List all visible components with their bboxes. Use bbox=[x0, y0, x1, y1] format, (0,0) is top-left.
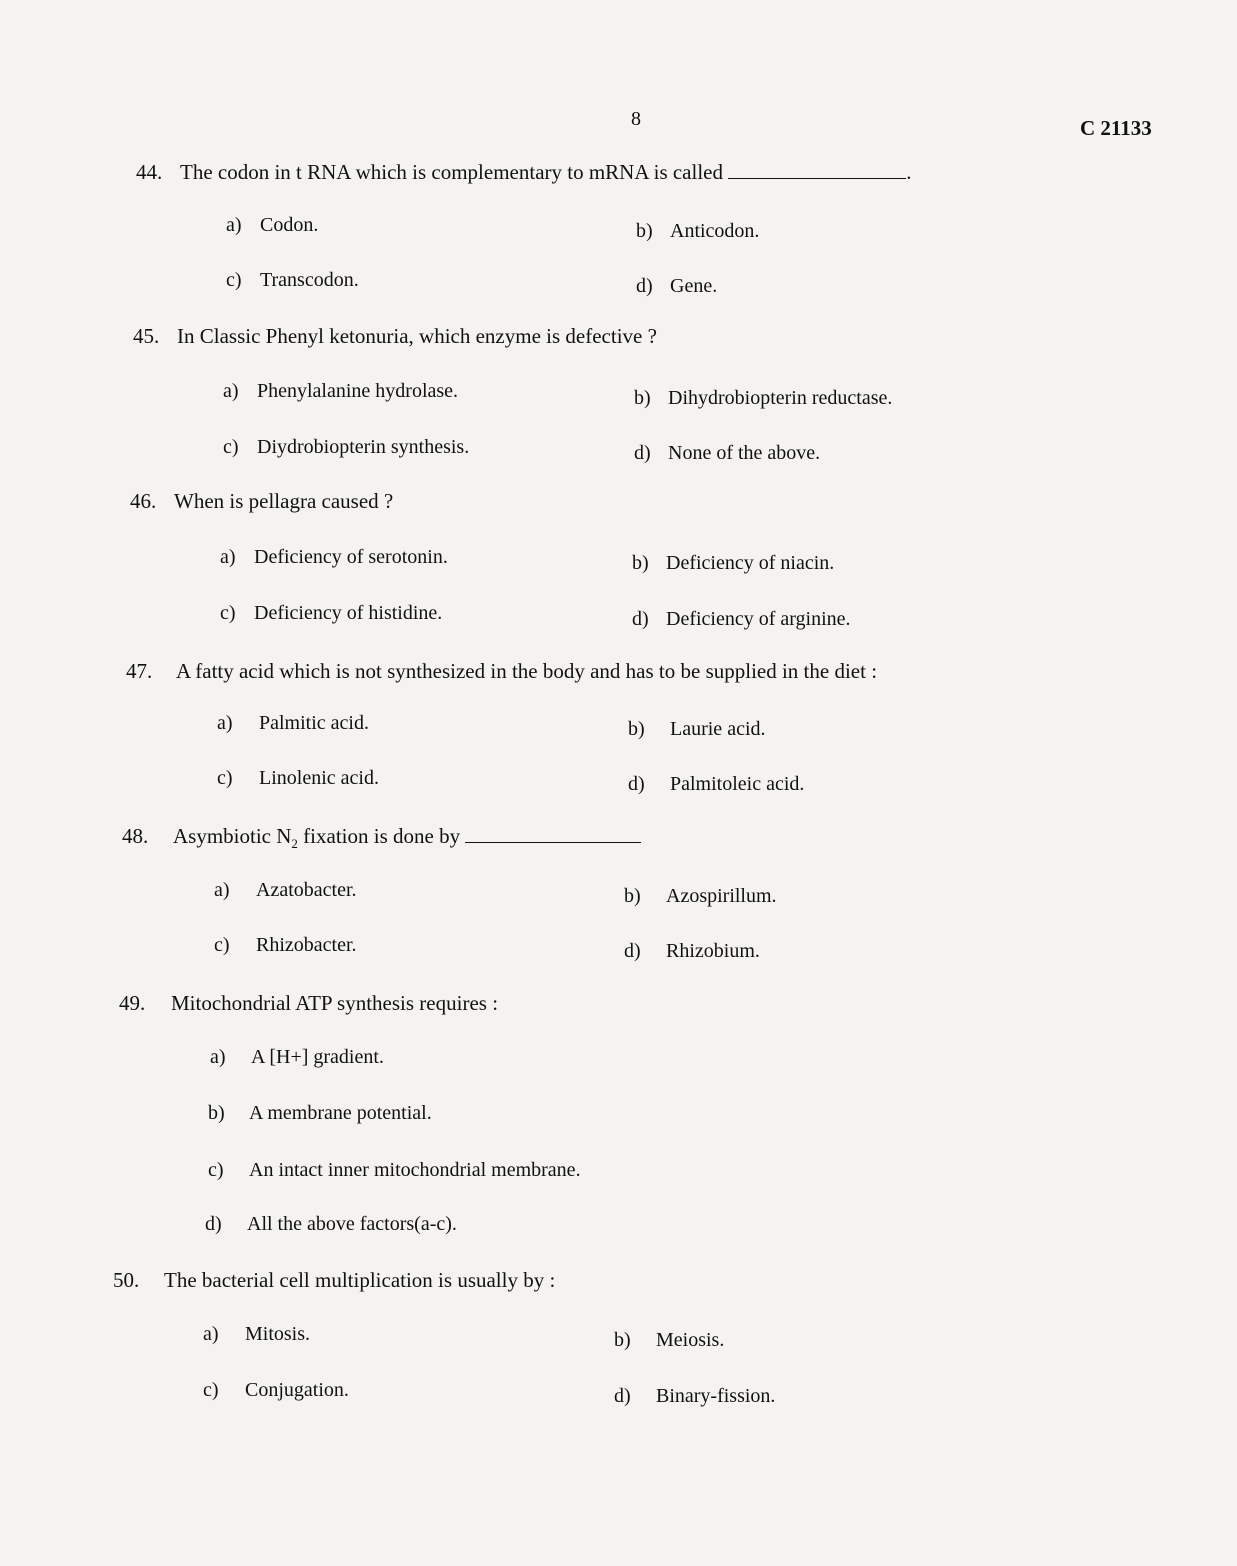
option-text: Laurie acid. bbox=[670, 718, 766, 740]
option-50-c bbox=[203, 1379, 349, 1402]
option-label: b) bbox=[208, 1102, 225, 1124]
question-number: 48. bbox=[122, 824, 149, 848]
option-text: Mitosis. bbox=[245, 1323, 311, 1345]
option-label: d) bbox=[624, 940, 641, 962]
option-48-d bbox=[624, 940, 760, 963]
option-text: Meiosis. bbox=[656, 1329, 725, 1351]
option-label: c) bbox=[223, 436, 239, 458]
option-text: Dihydrobiopterin reductase. bbox=[668, 387, 893, 409]
option-47-a bbox=[217, 712, 369, 735]
option-text: None of the above. bbox=[668, 442, 821, 464]
option-label: a) bbox=[220, 546, 236, 568]
option-label: b) bbox=[632, 552, 649, 574]
option-label: a) bbox=[214, 879, 230, 901]
option-text: Deficiency of arginine. bbox=[666, 608, 851, 630]
option-label: d) bbox=[614, 1385, 631, 1407]
question-46 bbox=[130, 489, 393, 514]
option-label: c) bbox=[220, 602, 236, 624]
option-label: d) bbox=[628, 773, 645, 795]
answer-blank bbox=[465, 842, 641, 843]
option-text: All the above factors(a-c). bbox=[247, 1213, 457, 1235]
option-label: d) bbox=[205, 1213, 222, 1235]
option-text: Diydrobiopterin synthesis. bbox=[257, 436, 470, 458]
option-47-d bbox=[628, 773, 804, 796]
option-label: c) bbox=[226, 269, 242, 291]
option-44-c bbox=[226, 269, 359, 292]
option-label: d) bbox=[634, 442, 651, 464]
option-text: Transcodon. bbox=[260, 269, 359, 291]
option-label: c) bbox=[217, 767, 233, 789]
question-text: In Classic Phenyl ketonuria, which enzyme is defective ? bbox=[177, 324, 657, 348]
option-text: Binary-fission. bbox=[656, 1385, 776, 1407]
option-text: Deficiency of histidine. bbox=[254, 602, 443, 624]
option-48-b bbox=[624, 885, 777, 908]
question-text: A fatty acid which is not synthesized in the body and has to be supplied in the diet : bbox=[176, 659, 878, 683]
option-49-b bbox=[208, 1102, 432, 1125]
option-45-c bbox=[223, 436, 469, 459]
option-label: b) bbox=[614, 1329, 631, 1351]
option-text: Palmitic acid. bbox=[259, 712, 369, 734]
option-label: a) bbox=[223, 380, 239, 402]
option-49-c bbox=[208, 1159, 581, 1182]
option-48-c bbox=[214, 934, 357, 957]
option-text: An intact inner mitochondrial membrane. bbox=[249, 1159, 581, 1181]
question-45 bbox=[133, 324, 657, 349]
option-label: a) bbox=[217, 712, 233, 734]
option-46-b bbox=[632, 552, 834, 575]
question-text: Asymbiotic N bbox=[173, 824, 292, 848]
option-text: A [H+] gradient. bbox=[251, 1046, 384, 1068]
option-46-d bbox=[632, 608, 851, 631]
option-text: Azatobacter. bbox=[256, 879, 357, 901]
option-label: c) bbox=[208, 1159, 224, 1181]
question-49 bbox=[119, 991, 498, 1016]
question-44 bbox=[136, 160, 912, 185]
option-text: Rhizobium. bbox=[666, 940, 760, 962]
option-text: Codon. bbox=[260, 214, 319, 236]
question-47 bbox=[126, 659, 877, 684]
option-44-d bbox=[636, 275, 717, 298]
answer-blank bbox=[728, 178, 906, 179]
option-text: Phenylalanine hydrolase. bbox=[257, 380, 459, 402]
question-text: Mitochondrial ATP synthesis requires : bbox=[171, 991, 499, 1015]
option-text: Conjugation. bbox=[245, 1379, 349, 1401]
question-text: When is pellagra caused ? bbox=[174, 489, 394, 513]
option-text: Palmitoleic acid. bbox=[670, 773, 805, 795]
question-text: The bacterial cell multiplication is usually by : bbox=[164, 1268, 556, 1292]
option-49-d bbox=[205, 1213, 457, 1236]
option-label: a) bbox=[210, 1046, 226, 1068]
option-label: a) bbox=[226, 214, 242, 236]
option-50-a bbox=[203, 1323, 310, 1346]
question-number: 49. bbox=[119, 991, 146, 1015]
option-45-d bbox=[634, 442, 820, 465]
option-47-b bbox=[628, 718, 766, 741]
option-48-a bbox=[214, 879, 357, 902]
option-46-a bbox=[220, 546, 448, 569]
option-text: Azospirillum. bbox=[666, 885, 777, 907]
option-label: c) bbox=[214, 934, 230, 956]
question-50 bbox=[113, 1268, 555, 1293]
question-number: 46. bbox=[130, 489, 157, 513]
option-text: A membrane potential. bbox=[249, 1102, 432, 1124]
page-number: 8 bbox=[631, 108, 641, 130]
option-50-d bbox=[614, 1385, 775, 1408]
option-label: b) bbox=[634, 387, 651, 409]
option-45-b bbox=[634, 387, 892, 410]
option-label: a) bbox=[203, 1323, 219, 1345]
paper-code: C 21133 bbox=[1080, 116, 1152, 140]
question-text: The codon in t RNA which is complementary to mRNA is called bbox=[180, 160, 723, 184]
question-text-end: . bbox=[906, 160, 912, 184]
question-48 bbox=[122, 824, 641, 852]
option-47-c bbox=[217, 767, 379, 790]
option-text: Linolenic acid. bbox=[259, 767, 379, 789]
option-46-c bbox=[220, 602, 442, 625]
option-44-b bbox=[636, 220, 759, 243]
option-44-a bbox=[226, 214, 318, 237]
option-text: Anticodon. bbox=[670, 220, 760, 242]
option-label: b) bbox=[628, 718, 645, 740]
option-label: b) bbox=[624, 885, 641, 907]
option-45-a bbox=[223, 380, 458, 403]
option-label: d) bbox=[636, 275, 653, 297]
option-label: b) bbox=[636, 220, 653, 242]
question-text-cont: fixation is done by bbox=[297, 824, 461, 848]
option-label: d) bbox=[632, 608, 649, 630]
option-50-b bbox=[614, 1329, 724, 1352]
option-49-a bbox=[210, 1046, 384, 1069]
question-number: 50. bbox=[113, 1268, 140, 1292]
option-text: Deficiency of niacin. bbox=[666, 552, 835, 574]
question-number: 44. bbox=[136, 160, 163, 184]
option-text: Rhizobacter. bbox=[256, 934, 357, 956]
option-text: Deficiency of serotonin. bbox=[254, 546, 448, 568]
question-number: 47. bbox=[126, 659, 153, 683]
option-text: Gene. bbox=[670, 275, 718, 297]
option-label: c) bbox=[203, 1379, 219, 1401]
subscript: 2 bbox=[291, 836, 298, 852]
question-number: 45. bbox=[133, 324, 160, 348]
